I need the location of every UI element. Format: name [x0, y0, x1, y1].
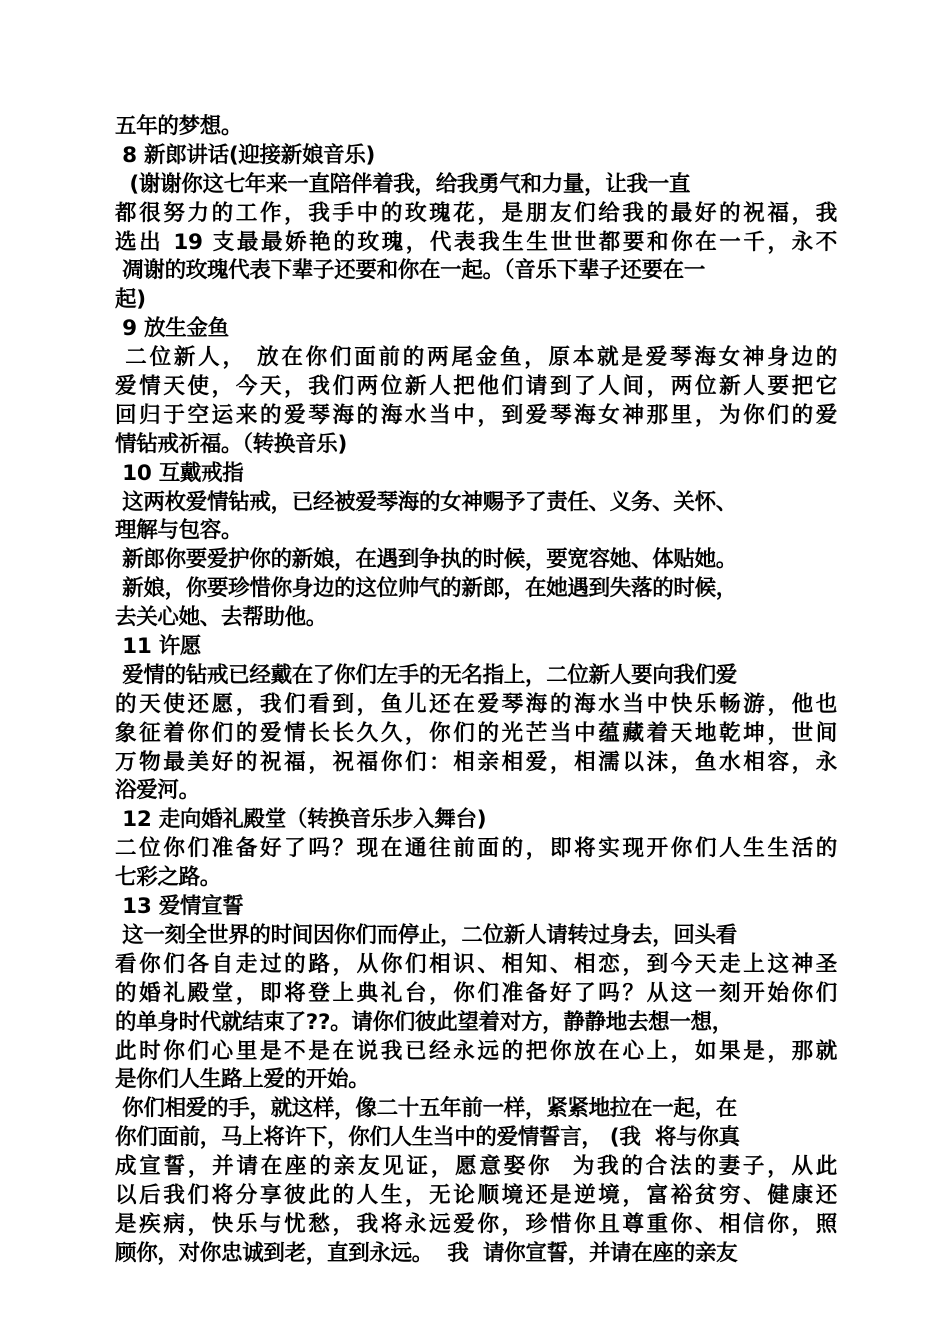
text-line: 新娘，你要珍惜你身边的这位帅气的新郎，在她遇到失落的时候， [115, 576, 737, 602]
text-line: 8 新郎讲话(迎接新娘音乐) [115, 142, 376, 168]
text-line: 爱情的钻戒已经戴在了你们左手的无名指上，二位新人要向我们爱 [115, 662, 737, 688]
document-page [115, 113, 837, 1269]
text-line: 以后我们将分享彼此的人生，无论顺境还是逆境，富裕贫穷、健康还 [115, 1182, 837, 1208]
text-line: 这一刻全世界的时间因你们而停止，二位新人请转过身去，回头看 [115, 922, 737, 948]
text-line: 成宣誓，并请在座的亲友见证，愿意娶你 为我的合法的妻子，从此 [115, 1154, 837, 1180]
text-line: 是你们人生路上爱的开始。 [115, 1067, 370, 1093]
text-line: 象征着你们的爱情长长久久，你们的光芒当中蕴藏着天地乾坤，世间 [115, 720, 837, 746]
text-line: 回归于空运来的爱琴海的海水当中，到爱琴海女神那里，为你们的爱 [115, 402, 837, 428]
text-line: 凋谢的玫瑰代表下辈子还要和你在一起。（音乐下辈子还要在一 [115, 258, 706, 284]
text-line: 13 爱情宣誓 [115, 894, 244, 920]
text-line: 顾你，对你忠诚到老，直到永远。 我 请你宣誓，并请在座的亲友 [115, 1240, 738, 1266]
text-line: 选出 19 支最最娇艳的玫瑰，代表我生生世世都要和你在一千，永不 [115, 229, 837, 255]
text-line: 此时你们心里是不是在说我已经永远的把你放在心上，如果是，那就 [115, 1038, 837, 1064]
text-line: 爱情天使，今天，我们两位新人把他们请到了人间，两位新人要把它 [115, 374, 837, 400]
text-line: 五年的梦想。 [115, 114, 243, 139]
text-line: 你们面前，马上将许下，你们人生当中的爱情誓言， (我 将与你真 [115, 1125, 740, 1151]
text-line: 这两枚爱情钻戒，已经被爱琴海的女神赐予了责任、义务、关怀、 [115, 489, 737, 515]
text-line: 新郎你要爱护你的新娘，在遇到争执的时候，要宽容她、体贴她。 [115, 547, 737, 573]
text-line: 万物最美好的祝福，祝福你们：相亲相爱，相濡以沫，鱼水相容，永 [115, 749, 837, 775]
text-line: 都很努力的工作，我手中的玫瑰花，是朋友们给我的最好的祝福，我 [115, 200, 837, 226]
text-line: 你们相爱的手，就这样，像二十五年前一样，紧紧地拉在一起，在 [115, 1096, 737, 1122]
text-line: (谢谢你这七年来一直陪伴着我，给我勇气和力量，让我一直 [115, 171, 691, 197]
text-line: 理解与包容。 [115, 518, 243, 544]
text-line: 是疾病，快乐与忧愁，我将永远爱你，珍惜你且尊重你、相信你，照 [115, 1211, 837, 1237]
text-line: 浴爱河。 [115, 778, 200, 804]
text-line: 的婚礼殿堂，即将登上典礼台，你们准备好了吗？从这一刻开始你们 [115, 980, 837, 1006]
text-line: 10 互戴戒指 [115, 460, 244, 486]
text-line: 的天使还愿，我们看到，鱼儿还在爱琴海的海水当中快乐畅游，他也 [115, 691, 837, 717]
text-line: 七彩之路。 [115, 865, 222, 891]
text-line: 12 走向婚礼殿堂（转换音乐步入舞台) [115, 807, 487, 833]
text-line: 的单身时代就结束了??。请你们彼此望着对方，静静地去想一想， [115, 1009, 733, 1035]
text-line: 去关心她、去帮助他。 [115, 605, 328, 631]
text-line: 情钻戒祈福。（转换音乐) [115, 431, 347, 457]
text-line: 二位你们准备好了吗？现在通往前面的，即将实现开你们人生生活的 [115, 836, 837, 862]
text-line: 看你们各自走过的路，从你们相识、相知、相恋，到今天走上这神圣 [115, 951, 837, 977]
text-line: 9 放生金鱼 [115, 316, 229, 342]
text-line: 11 许愿 [115, 634, 202, 660]
text-line: 二位新人， 放在你们面前的两尾金鱼，原本就是爱琴海女神身边的 [115, 345, 837, 371]
text-line: 起) [115, 287, 146, 313]
